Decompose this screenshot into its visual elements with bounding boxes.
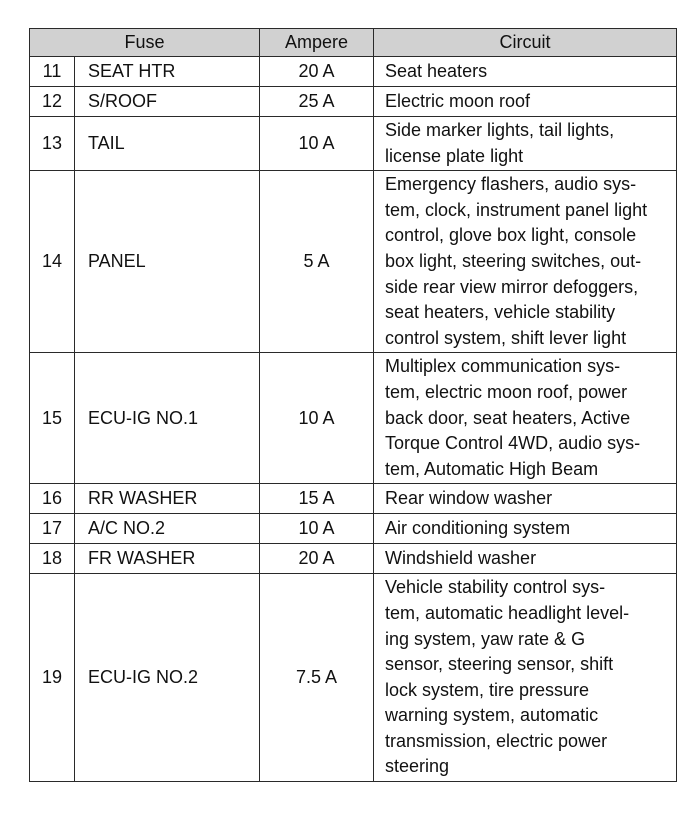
table-row [30, 574, 677, 782]
fuse-circuit [374, 544, 677, 574]
circuit-line: Electric moon roof [385, 90, 531, 111]
circuit-line: control, glove box light, console [385, 225, 637, 246]
fuse-number: 19 [30, 574, 75, 782]
header-row [30, 29, 677, 57]
circuit-line: control system, shift lever light [385, 327, 627, 348]
fuse-number: 15 [30, 353, 75, 484]
header-ampere: Ampere [260, 29, 374, 57]
fuse-name: TAIL [75, 117, 260, 171]
table-row [30, 353, 677, 484]
circuit-line: back door, seat heaters, Active [385, 407, 631, 428]
fuse-number: 11 [30, 57, 75, 87]
circuit-line: box light, steering switches, out- [385, 250, 642, 271]
fuse-number: 12 [30, 87, 75, 117]
circuit-line: sensor, steering sensor, shift [385, 654, 614, 675]
fuse-name: S/ROOF [75, 87, 260, 117]
fuse-ampere: 10 A [260, 353, 374, 484]
circuit-line: Emergency flashers, audio sys- [385, 174, 637, 195]
circuit-line: Air conditioning system [385, 518, 571, 539]
table-row [30, 171, 677, 353]
circuit-line: tem, clock, instrument panel light [385, 199, 648, 220]
circuit-line: Rear window washer [385, 488, 553, 509]
table-row [30, 484, 677, 514]
fuse-ampere: 7.5 A [260, 574, 374, 782]
fuse-name: A/C NO.2 [75, 514, 260, 544]
fuse-ampere: 10 A [260, 514, 374, 544]
circuit-line: steering [385, 756, 450, 777]
circuit-line: Seat heaters [385, 60, 488, 81]
fuse-circuit [374, 484, 677, 514]
fuse-circuit [374, 574, 677, 782]
circuit-line: Side marker lights, tail lights, [385, 120, 615, 140]
fuse-ampere: 5 A [260, 171, 374, 353]
fuse-name: PANEL [75, 171, 260, 353]
circuit-line: transmission, electric power [385, 730, 608, 751]
circuit-line: Vehicle stability control sys- [385, 577, 606, 598]
fuse-circuit [374, 57, 677, 87]
fuse-circuit [374, 171, 677, 353]
fuse-ampere: 25 A [260, 87, 374, 117]
circuit-line: ing system, yaw rate & G [385, 628, 586, 649]
circuit-line: seat heaters, vehicle stability [385, 302, 616, 323]
header-circuit: Circuit [374, 29, 677, 57]
table-header [30, 29, 677, 57]
fuse-circuit [374, 514, 677, 544]
circuit-line: Multiplex communication sys- [385, 356, 621, 377]
circuit-line: side rear view mirror defoggers, [385, 276, 639, 297]
table-row [30, 117, 677, 171]
fuse-ampere: 10 A [260, 117, 374, 171]
fuse-name: SEAT HTR [75, 57, 260, 87]
circuit-line: tem, Automatic High Beam [385, 458, 599, 479]
fuse-table [29, 28, 677, 782]
circuit-line: warning system, automatic [385, 705, 599, 726]
fuse-ampere: 20 A [260, 57, 374, 87]
table-row [30, 87, 677, 117]
fuse-ampere: 15 A [260, 484, 374, 514]
fuse-name: RR WASHER [75, 484, 260, 514]
table-body [30, 57, 677, 782]
header-fuse: Fuse [30, 29, 260, 57]
fuse-ampere: 20 A [260, 544, 374, 574]
circuit-line: license plate light [385, 145, 524, 166]
fuse-number: 13 [30, 117, 75, 171]
fuse-name: ECU-IG NO.2 [75, 574, 260, 782]
fuse-circuit [374, 353, 677, 484]
circuit-line: lock system, tire pressure [385, 679, 590, 700]
fuse-name: FR WASHER [75, 544, 260, 574]
fuse-number: 17 [30, 514, 75, 544]
circuit-line: tem, electric moon roof, power [385, 381, 628, 402]
table-row [30, 514, 677, 544]
circuit-line: Torque Control 4WD, audio sys- [385, 433, 641, 454]
fuse-circuit [374, 87, 677, 117]
fuse-circuit [374, 117, 677, 171]
fuse-number: 16 [30, 484, 75, 514]
fuse-number: 14 [30, 171, 75, 353]
circuit-line: Windshield washer [385, 548, 537, 569]
fuse-number: 18 [30, 544, 75, 574]
table-row [30, 57, 677, 87]
table-row [30, 544, 677, 574]
fuse-name: ECU-IG NO.1 [75, 353, 260, 484]
circuit-line: tem, automatic headlight level- [385, 602, 630, 623]
